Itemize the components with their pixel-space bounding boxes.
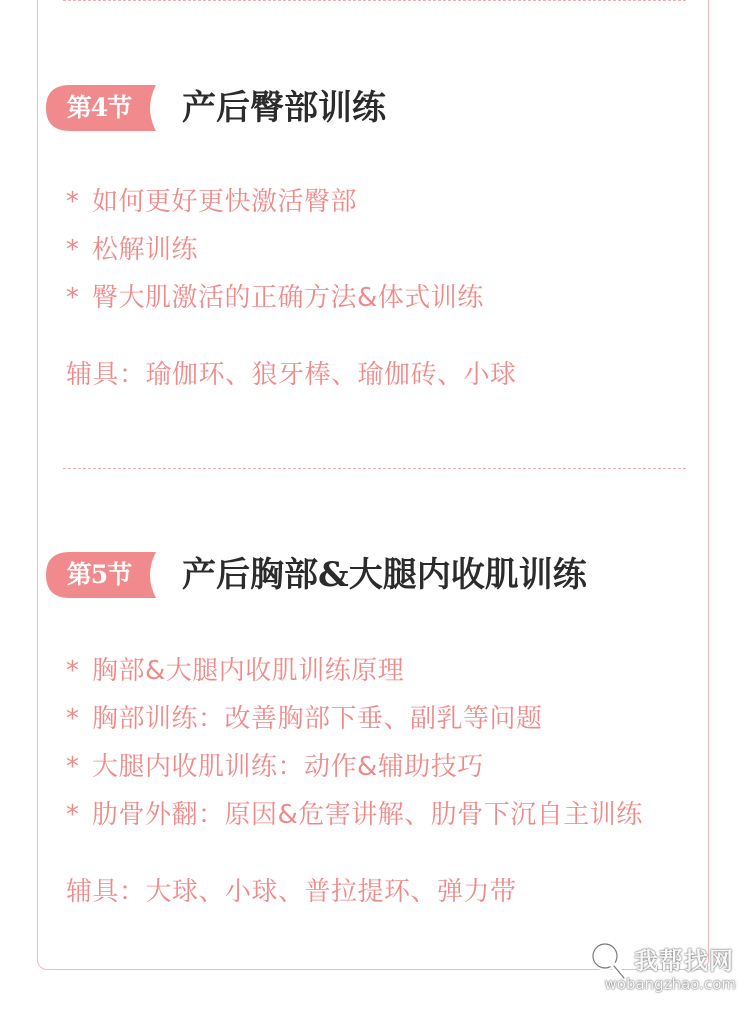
list-item: * 臀大肌激活的正确方法&体式训练 [66, 274, 484, 322]
bullet-marker: * [66, 283, 80, 313]
bullet-list [66, 178, 484, 322]
list-item: * 大腿内收肌训练：动作&辅助技巧 [66, 743, 643, 791]
watermark [582, 937, 742, 1007]
bullet-marker: * [66, 800, 80, 830]
divider-top [63, 0, 686, 1]
badge-label: 第5节 [66, 560, 132, 589]
section-title: 产后胸部&大腿内收肌训练 [182, 555, 587, 595]
bullet-marker: * [66, 656, 80, 686]
bullet-marker: * [66, 187, 80, 217]
list-item: * 肋骨外翻：原因&危害讲解、肋骨下沉自主训练 [66, 791, 643, 839]
watermark-name: 我帮找网 [634, 947, 734, 975]
list-item: * 松解训练 [66, 226, 484, 274]
section-badge [44, 549, 160, 601]
divider-middle [63, 468, 686, 469]
tools-text: 辅具：大球、小球、普拉提环、弹力带 [66, 877, 517, 907]
bullet-marker: * [66, 235, 80, 265]
bullet-marker: * [66, 752, 80, 782]
section-badge [44, 82, 160, 134]
section-title: 产后臀部训练 [182, 88, 386, 128]
list-item: * 胸部&大腿内收肌训练原理 [66, 647, 643, 695]
bullet-list [66, 647, 643, 839]
list-item: * 如何更好更快激活臀部 [66, 178, 484, 226]
bullet-marker: * [66, 704, 80, 734]
badge-label: 第4节 [66, 93, 132, 122]
list-item: * 胸部训练：改善胸部下垂、副乳等问题 [66, 695, 643, 743]
watermark-url: wobangzhao.com [604, 975, 736, 993]
tools-text: 辅具：瑜伽环、狼牙棒、瑜伽砖、小球 [66, 360, 517, 390]
